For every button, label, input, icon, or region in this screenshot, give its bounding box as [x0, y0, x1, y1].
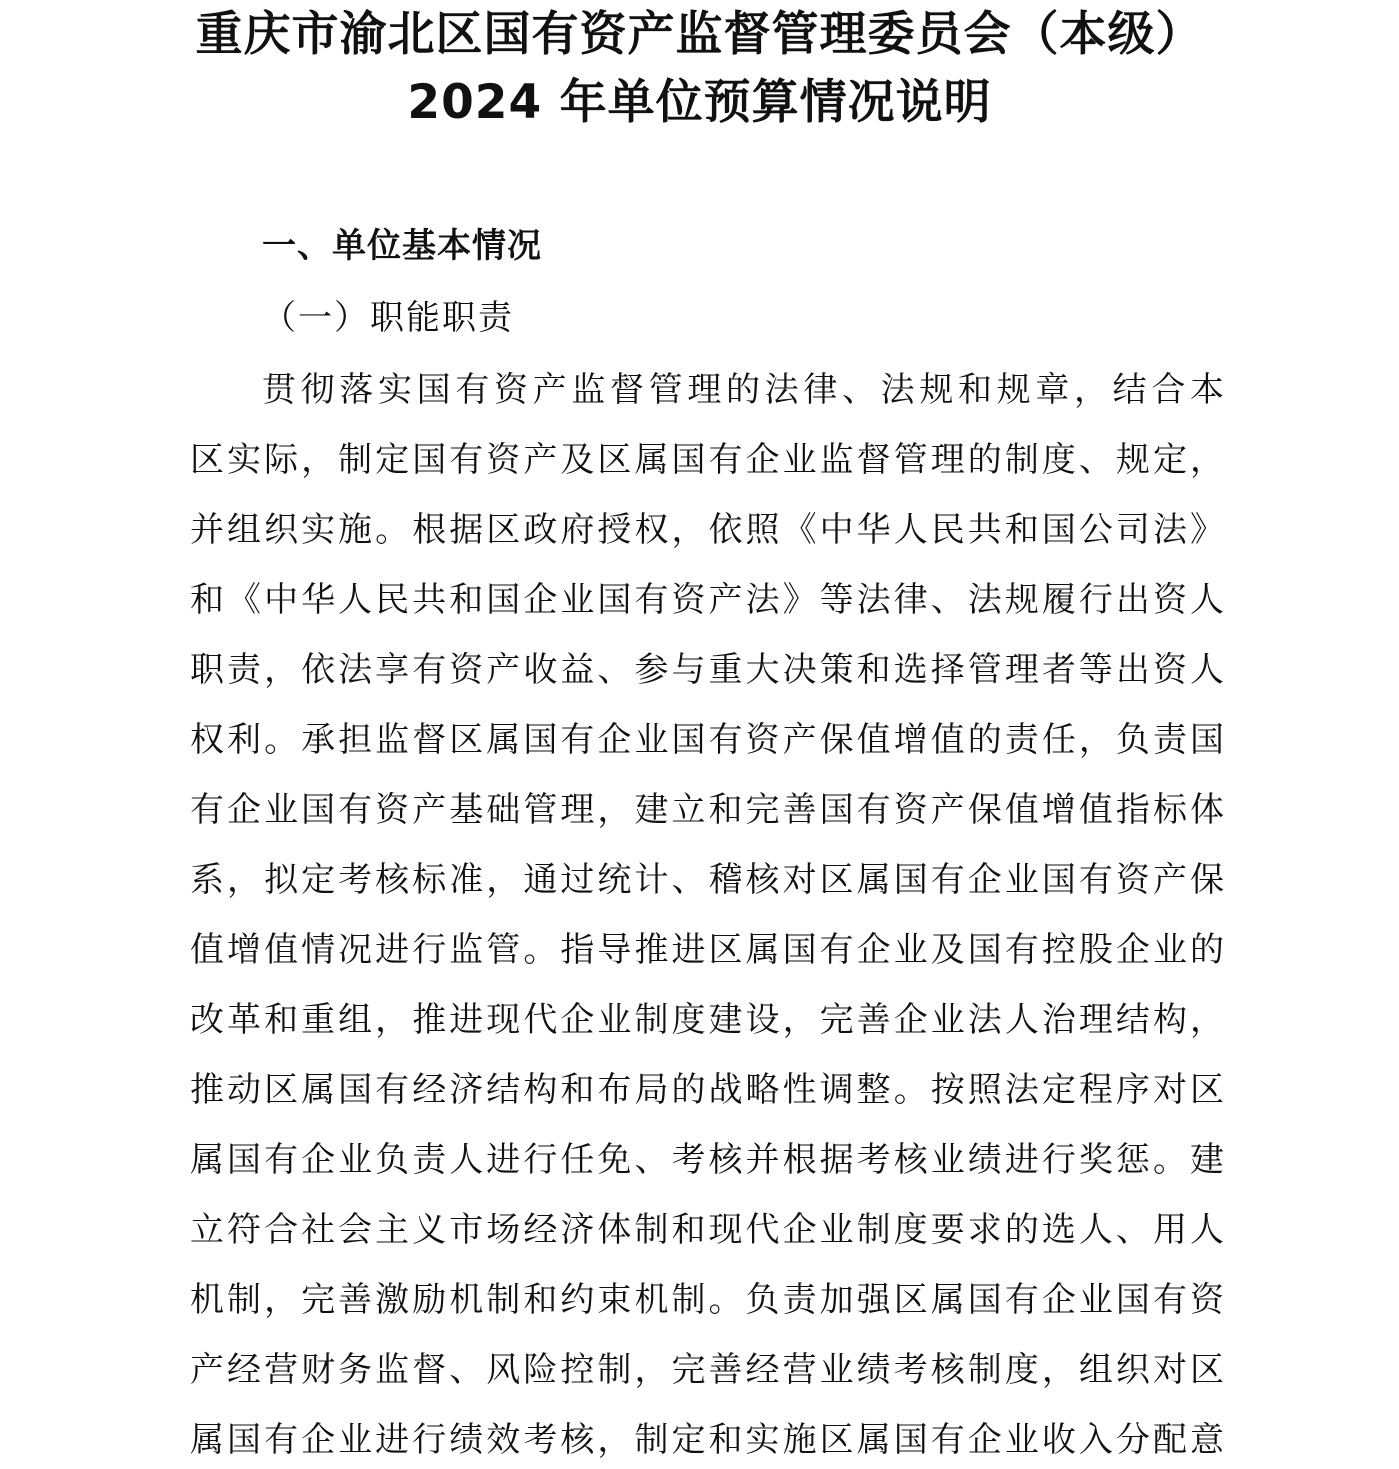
paragraph-line: 贯彻落实国有资产监督管理的法律、法规和规章，结合本	[262, 370, 1224, 410]
paragraph-line: 属国有企业负责人进行任免、考核并根据考核业绩进行奖惩。建	[190, 1140, 1224, 1180]
paragraph-line: 职责，依法享有资产收益、参与重大决策和选择管理者等出资人	[190, 650, 1224, 690]
paragraph-line: 和《中华人民共和国企业国有资产法》等法律、法规履行出资人	[190, 580, 1224, 620]
paragraph-line: 有企业国有资产基础管理，建立和完善国有资产保值增值指标体	[190, 790, 1224, 830]
paragraph-line: 立符合社会主义市场经济体制和现代企业制度要求的选人、用人	[190, 1210, 1224, 1250]
paragraph-line: 权利。承担监督区属国有企业国有资产保值增值的责任，负责国	[190, 720, 1224, 760]
paragraph-line: 并组织实施。根据区政府授权，依照《中华人民共和国公司法》	[190, 510, 1224, 550]
paragraph-line: 改革和重组，推进现代企业制度建设，完善企业法人治理结构，	[190, 1000, 1224, 1040]
section-heading-basic-info: 一、单位基本情况	[262, 226, 542, 266]
document-title-line-1: 重庆市渝北区国有资产监督管理委员会（本级）	[195, 7, 1204, 62]
subsection-heading-duties: （一）职能职责	[262, 298, 514, 338]
document-title-line-2: 2024 年单位预算情况说明	[407, 75, 992, 130]
paragraph-line: 推动区属国有经济结构和布局的战略性调整。按照法定程序对区	[190, 1070, 1224, 1110]
paragraph-line: 系，拟定考核标准，通过统计、稽核对区属国有企业国有资产保	[190, 860, 1224, 900]
paragraph-line: 值增值情况进行监管。指导推进区属国有企业及国有控股企业的	[190, 930, 1224, 970]
paragraph-line: 区实际，制定国有资产及区属国有企业监督管理的制度、规定，	[190, 440, 1224, 480]
paragraph-line: 机制，完善激励机制和约束机制。负责加强区属国有企业国有资	[190, 1280, 1224, 1320]
paragraph-line: 产经营财务监督、风险控制，完善经营业绩考核制度，组织对区	[190, 1350, 1224, 1390]
paragraph-line: 属国有企业进行绩效考核，制定和实施区属国有企业收入分配意	[190, 1420, 1224, 1460]
